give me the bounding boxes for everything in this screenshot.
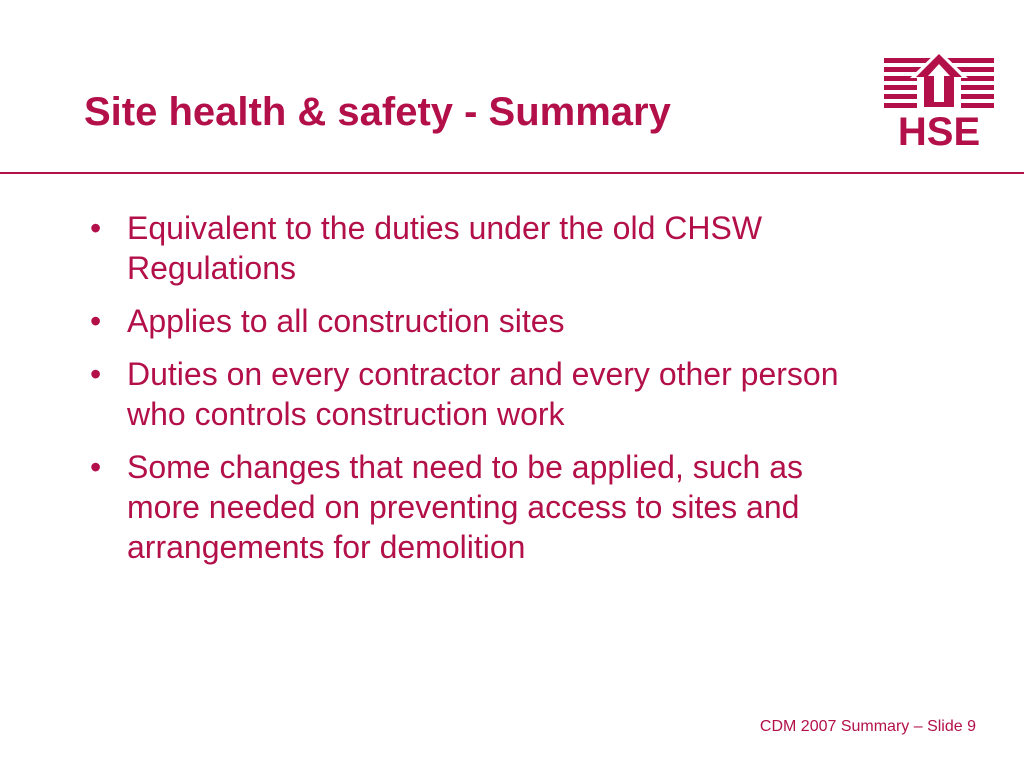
bullet-dot-icon: • xyxy=(90,356,102,392)
hse-logo-text: HSE xyxy=(897,110,981,148)
bullet-item xyxy=(84,354,844,434)
slide-title: Site health & safety - Summary xyxy=(84,90,671,134)
bullet-dot-icon: • xyxy=(90,449,102,485)
bullet-text: Some changes that need to be applied, such as more needed on preventing access to sites and arrangements for demolition xyxy=(127,449,804,565)
bullet-text: Equivalent to the duties under the old CHSW Regulations xyxy=(127,210,763,286)
title-divider xyxy=(0,172,1024,174)
slide-footer: CDM 2007 Summary – Slide 9 xyxy=(759,718,976,735)
hse-logo-icon xyxy=(884,50,994,148)
bullet-text: Applies to all construction sites xyxy=(127,303,565,339)
bullet-item xyxy=(84,301,844,341)
bullet-dot-icon: • xyxy=(90,210,102,246)
bullet-text: Duties on every contractor and every other person who controls construction work xyxy=(127,356,839,432)
bullet-item xyxy=(84,447,844,567)
bullet-dot-icon: • xyxy=(90,303,102,339)
bullet-list xyxy=(84,208,844,580)
bullet-item xyxy=(84,208,844,288)
